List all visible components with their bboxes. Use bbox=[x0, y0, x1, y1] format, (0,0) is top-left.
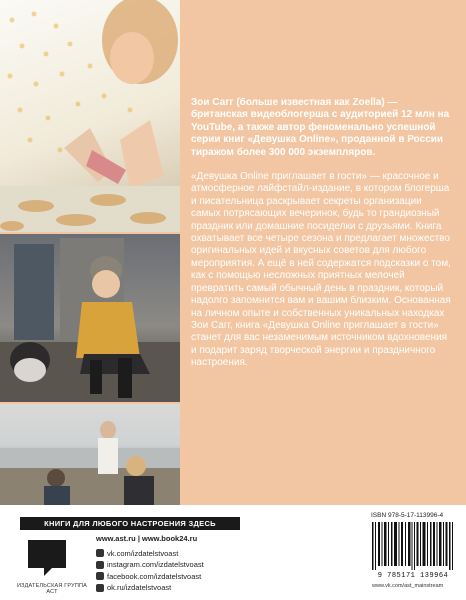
publisher-links bbox=[96, 533, 204, 594]
publisher-tagline: КНИГИ ДЛЯ ЛЮБОГО НАСТРОЕНИЯ ЗДЕСЬ bbox=[20, 517, 240, 530]
barcode-number: 9 785171 139964 bbox=[377, 572, 449, 580]
publisher-name: ИЗДАТЕЛЬСКАЯ ГРУППА АСТ bbox=[16, 583, 88, 595]
social-link-label: facebook.com/izdatelstvoast bbox=[107, 571, 202, 581]
book-description: «Девушка Online приглашает в гости» — красочное и атмосферное лайфстайл-издание, в котором блогерша и писательница раскрывает секреты организации самых потрясающих вечеринок, будь то грандиозный праздник или домашние посиделки с друзьями. Книга охватывает все четыре сезона и предлагает множество оригинальных идей и вкусных советов для любого мероприятия. А ещё в ней содержатся подсказки о том, как с помощью несложных приятных мелочей превратить самый обычный день в праздник, который надолго запомнится вам и вашим близким. Основанная на личном опыте и собственных уникальных находках Зои Сагг, книга «Девушка Online приглашает в гости» станет для вас незаменимым источником вдохновения и подарит заряд творческой энергии и праздничного настроения. bbox=[191, 171, 451, 369]
facebook-icon bbox=[96, 572, 104, 580]
barcode bbox=[370, 522, 456, 570]
instagram-icon bbox=[96, 561, 104, 569]
store-link[interactable]: www.vk.com/ast_mainstream bbox=[372, 583, 444, 589]
social-link-vk[interactable] bbox=[96, 548, 204, 560]
author-intro: Зои Сагг (больше известная как Zoella) — британская видеоблогерша с аудиторией 12 млн на YouTube, а также автор феноменально успешной серии книг «Девушка Online», проданной в России тиражом более 300 000 экземпляров. bbox=[191, 97, 450, 158]
ast-logo bbox=[22, 536, 72, 578]
isbn-label: ISBN 978-5-17-113996-4 bbox=[371, 512, 444, 519]
social-link-label: instagram.com/izdatelstvoast bbox=[107, 560, 204, 569]
back-cover-blurb bbox=[191, 97, 453, 370]
baking-photo bbox=[0, 0, 180, 232]
ok-icon bbox=[96, 584, 104, 592]
beach-photo bbox=[0, 404, 180, 505]
social-link-label: vk.com/izdatelstvoast bbox=[107, 548, 179, 558]
publisher-websites[interactable]: www.ast.ru | www.book24.ru bbox=[96, 534, 198, 543]
social-link-facebook[interactable] bbox=[96, 571, 204, 583]
doorstep-photo bbox=[0, 234, 180, 402]
publisher-panel bbox=[0, 505, 466, 600]
photo-column bbox=[0, 0, 180, 505]
social-link-label: ok.ru/izdatelstvoast bbox=[107, 583, 172, 592]
social-link-instagram[interactable] bbox=[96, 559, 204, 571]
vk-icon bbox=[96, 549, 104, 557]
social-link-ok[interactable] bbox=[96, 582, 204, 594]
